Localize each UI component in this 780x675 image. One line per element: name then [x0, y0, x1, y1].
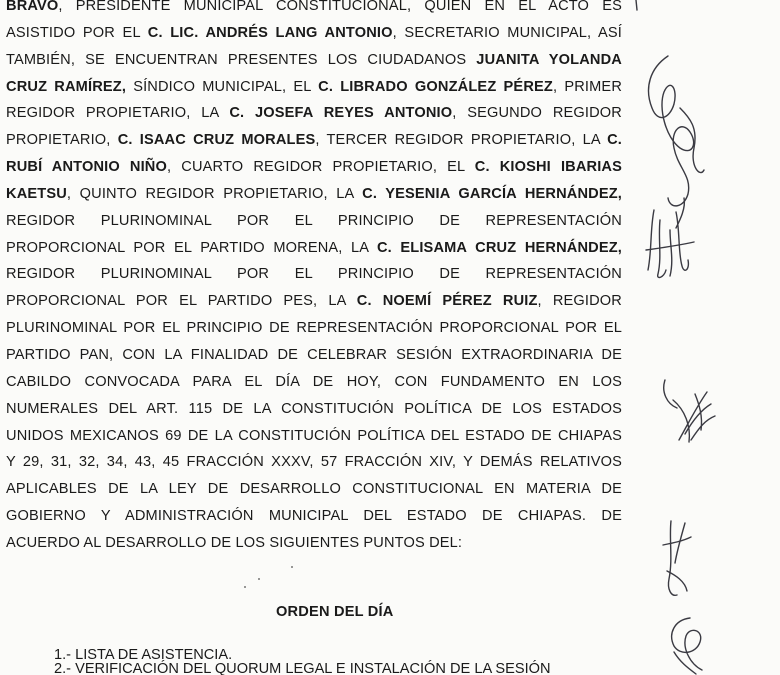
- scan-speck: [291, 566, 293, 568]
- body-text: SÍNDICO MUNICIPAL, EL: [126, 78, 319, 95]
- paragraph-line: [6, 423, 622, 450]
- body-text: , SECRETARIO MUNICIPAL, ASÍ: [392, 24, 622, 41]
- agenda-heading: ORDEN DEL DÍA: [276, 604, 394, 620]
- bold-name-text: KAETSU: [6, 185, 67, 202]
- agenda-list: [54, 648, 622, 675]
- bold-name-text: C. LIBRADO GONZÁLEZ PÉREZ: [318, 78, 553, 95]
- body-text: TAMBIÉN, SE ENCUENTRAN PRESENTES LOS CIUDADANOS: [6, 51, 477, 68]
- paragraph-line: [6, 476, 622, 503]
- scan-speck: [244, 586, 246, 588]
- paragraph-line: [6, 47, 622, 74]
- paragraph-line: [6, 181, 622, 208]
- body-text: GOBIERNO Y ADMINISTRACIÓN MUNICIPAL DEL ESTADO DE CHIAPAS. DE: [6, 508, 622, 525]
- body-text: , SEGUNDO REGIDOR: [452, 105, 622, 122]
- paragraph-line: [6, 127, 622, 154]
- signature-4-icon: [655, 515, 705, 605]
- bold-name-text: C. ELISAMA CRUZ HERNÁNDEZ,: [376, 239, 623, 256]
- body-text: ACUERDO AL DESARROLLO DE LOS SIGUIENTES PUNTOS DEL:: [6, 534, 463, 551]
- body-text: CABILDO CONVOCADA PARA EL DÍA DE HOY, CON FUNDAMENTO EN LOS: [6, 373, 622, 390]
- body-text: Y 29, 31, 32, 34, 43, 45 FRACCIÓN XXXV, 57 FRACCIÓN XIV, Y DEMÁS RELATIVOS: [6, 454, 622, 471]
- signature-3-icon: [655, 370, 725, 455]
- body-text: REGIDOR PLURINOMINAL POR EL PRINCIPIO DE REPRESENTACIÓN: [6, 266, 622, 283]
- bold-name-text: C. YESENIA GARCÍA HERNÁNDEZ,: [362, 185, 622, 202]
- paragraph-line: [6, 154, 622, 181]
- paragraph-line: [6, 288, 622, 315]
- paragraph-line: [6, 235, 622, 262]
- body-text: ASISTIDO POR EL: [6, 24, 148, 41]
- margin-mark-icon: [628, 0, 648, 14]
- bold-name-text: BRAVO: [6, 0, 59, 14]
- body-text: PROPIETARIO,: [6, 132, 118, 149]
- paragraph-line: [6, 208, 622, 235]
- paragraph-line: [6, 0, 622, 20]
- body-paragraph: [6, 0, 622, 557]
- body-text: PROPORCIONAL POR EL PARTIDO MORENA, LA: [6, 239, 377, 256]
- bold-name-text: C. ISAAC CRUZ MORALES: [117, 132, 316, 149]
- paragraph-line: [6, 100, 622, 127]
- scan-speck: [258, 578, 260, 580]
- bold-name-text: C.: [607, 132, 622, 149]
- agenda-item-2: 2.- VERIFICACIÓN DEL QUORUM LEGAL E INSTALACIÓN DE LA SESIÓN: [54, 661, 551, 675]
- body-text: PROPORCIONAL POR EL PARTIDO PES, LA: [6, 293, 357, 310]
- agenda-item-1: 1.- LISTA DE ASISTENCIA.: [54, 647, 233, 663]
- signature-5-icon: [660, 612, 720, 675]
- body-text: PLURINOMINAL POR EL PRINCIPIO DE REPRESENTACIÓN PROPORCIONAL POR EL: [6, 320, 622, 337]
- paragraph-line: [6, 315, 622, 342]
- body-text: NUMERALES DEL ART. 115 DE LA CONSTITUCIÓN POLÍTICA DE LOS ESTADOS: [6, 400, 622, 417]
- body-text: , REGIDOR: [537, 293, 622, 310]
- bold-name-text: CRUZ RAMÍREZ,: [6, 78, 127, 95]
- paragraph-line: [6, 342, 622, 369]
- body-text: REGIDOR PLURINOMINAL POR EL PRINCIPIO DE REPRESENTACIÓN: [6, 212, 622, 229]
- signature-2-icon: [640, 190, 710, 290]
- body-text: , TERCER REGIDOR PROPIETARIO, LA: [315, 132, 608, 149]
- bold-name-text: C. NOEMÍ PÉREZ RUIZ: [356, 293, 538, 310]
- body-text: UNIDOS MEXICANOS 69 DE LA CONSTITUCIÓN POLÍTICA DEL ESTADO DE CHIAPAS: [6, 427, 622, 444]
- bold-name-text: C. KIOSHI IBARIAS: [474, 159, 622, 176]
- body-text: PARTIDO PAN, CON LA FINALIDAD DE CELEBRAR SESIÓN EXTRAORDINARIA DE: [6, 346, 622, 363]
- body-text: APLICABLES DE LA LEY DE DESARROLLO CONSTITUCIONAL EN MATERIA DE: [6, 481, 622, 498]
- bold-name-text: JUANITA YOLANDA: [476, 51, 622, 68]
- paragraph-line: [6, 503, 622, 530]
- paragraph-line: [6, 530, 622, 557]
- bold-name-text: RUBÍ ANTONIO NIÑO: [6, 159, 168, 176]
- paragraph-line: [6, 369, 622, 396]
- paragraph-line: [6, 74, 622, 101]
- body-text: , QUINTO REGIDOR PROPIETARIO, LA: [66, 185, 363, 202]
- body-text: , CUARTO REGIDOR PROPIETARIO, EL: [167, 159, 475, 176]
- paragraph-line: [6, 449, 622, 476]
- body-text: REGIDOR PROPIETARIO, LA: [6, 105, 230, 122]
- bold-name-text: C. LIC. ANDRÉS LANG ANTONIO: [147, 24, 393, 41]
- bold-name-text: C. JOSEFA REYES ANTONIO: [229, 105, 453, 122]
- body-text: , PRIMER: [552, 78, 623, 95]
- paragraph-line: [6, 396, 622, 423]
- paragraph-line: [6, 20, 622, 47]
- paragraph-line: [6, 261, 622, 288]
- body-text: , PRESIDENTE MUNICIPAL CONSTITUCIONAL, QUIEN EN EL ACTO ES: [58, 0, 622, 14]
